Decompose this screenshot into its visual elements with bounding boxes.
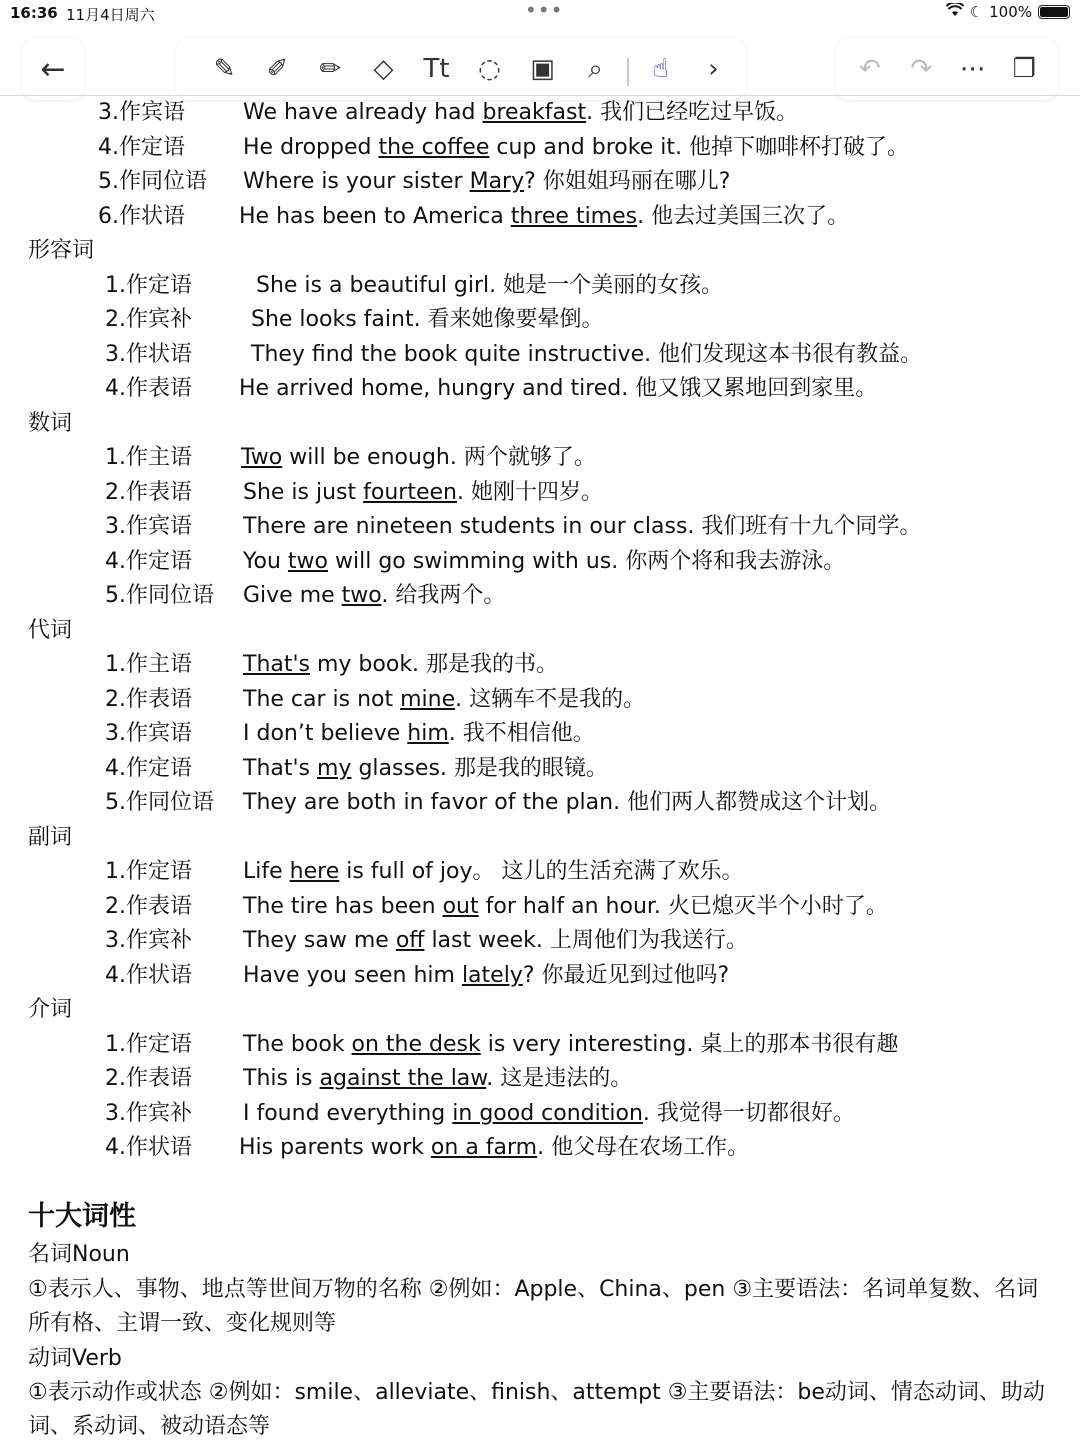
example-sentence (243, 1030, 898, 1060)
example-sentence (251, 305, 604, 335)
category-heading: 数词 (28, 411, 73, 436)
example-sentence (243, 98, 798, 128)
sentence-text: He arrived home, hungry and tired. 他又饿又累地回到家里。 (239, 376, 878, 401)
status-bar (0, 0, 1080, 28)
usage-label: 1.作定语 (105, 859, 192, 884)
verb-heading: 动词Verb (28, 1346, 122, 1371)
underlined-word: my (317, 756, 352, 781)
example-sentence (243, 167, 730, 197)
underlined-word: Mary (469, 169, 525, 194)
sentence-text: They find the book quite instructive. 他们发现这本书很有教益。 (251, 342, 923, 367)
back-button[interactable]: ← (22, 38, 84, 100)
usage-label: 2.作表语 (105, 894, 192, 919)
usage-label: 4.作定语 (105, 756, 192, 781)
sentence-text: Give me (243, 583, 342, 608)
example-sentence (239, 1133, 749, 1163)
sentence-text: will be enough. 两个就够了。 (282, 445, 596, 470)
usage-label: 2.作表语 (105, 480, 192, 505)
sentence-text: You (243, 549, 288, 574)
example-sentence (243, 478, 603, 508)
section-title: 十大词性 (28, 1201, 136, 1232)
underlined-word: two (341, 583, 382, 608)
sentence-text: ? 你姐姐玛丽在哪儿? (524, 169, 731, 194)
sentence-text: Where is your sister (243, 169, 470, 194)
sentence-text: is full of joy。 这儿的生活充满了欢乐。 (339, 859, 744, 884)
example-sentence (241, 443, 596, 473)
underlined-word: on a farm (430, 1135, 538, 1160)
usage-label: 3.作宾语 (98, 100, 185, 125)
redo-icon[interactable]: ↷ (910, 54, 933, 84)
more-icon[interactable]: ⋯ (959, 54, 986, 84)
sentence-text: is very interesting. 桌上的那本书很有趣 (480, 1032, 899, 1057)
status-time: 16:36 (10, 4, 58, 22)
pen-icon[interactable]: ✐ (266, 54, 289, 84)
sentence-text: I don’t believe (243, 721, 408, 746)
underlined-word: the coffee (378, 135, 490, 160)
wifi-icon (946, 3, 964, 21)
sentence-text: He dropped (243, 135, 379, 160)
battery-icon (1038, 5, 1070, 19)
status-date: 11月4日周六 (66, 6, 155, 24)
hand-draw-icon[interactable]: ☝ (652, 54, 669, 84)
pages-icon[interactable]: ❐ (1012, 54, 1036, 84)
example-sentence (243, 512, 921, 542)
verb-description: ①表示动作或状态 ②例如：smile、alleviate、finish、attempt ③主要语法：be动词、情态动词、助动词、系动词、被动语态等 (28, 1380, 1045, 1439)
multitask-dots-icon[interactable]: ••• (525, 0, 564, 22)
sentence-text: They saw me (243, 928, 396, 953)
usage-label: 1.作定语 (105, 1032, 192, 1057)
example-sentence (243, 1099, 855, 1129)
drawing-tools (176, 38, 746, 100)
noun-description: ①表示人、事物、地点等世间万物的名称 ②例如：Apple、China、pen ③主要语法：名词单复数、名词所有格、主谓一致、变化规则等 (28, 1277, 1039, 1336)
sentence-text: She looks faint. 看来她像要晕倒。 (251, 307, 604, 332)
usage-label: 2.作宾补 (105, 307, 192, 332)
example-sentence (243, 961, 729, 991)
sentence-text: We have already had (243, 100, 483, 125)
lasso-icon[interactable]: ◌ (478, 54, 501, 84)
example-sentence (243, 1064, 632, 1094)
sentence-text: . 我觉得一切都很好。 (642, 1101, 855, 1126)
underlined-word: Two (241, 445, 283, 470)
sentence-text: This is (243, 1066, 320, 1091)
usage-label: 3.作宾语 (105, 721, 192, 746)
sentence-text: for half an hour. 火已熄灭半个小时了。 (478, 894, 888, 919)
sentence-text: Life (243, 859, 290, 884)
sentence-text: The car is not (243, 687, 401, 712)
sentence-text: will go swimming with us. 你两个将和我去游泳。 (328, 549, 846, 574)
usage-label: 6.作状语 (98, 204, 185, 229)
sentence-text: She is just (243, 480, 364, 505)
example-sentence (243, 133, 909, 163)
example-sentence (243, 857, 744, 887)
example-sentence (243, 719, 595, 749)
usage-label: 5.作同位语 (105, 583, 214, 608)
divider: | (623, 52, 633, 86)
example-sentence (243, 650, 558, 680)
usage-label: 5.作同位语 (98, 169, 207, 194)
underlined-word: out (442, 894, 479, 919)
sentence-text: . 这是违法的。 (486, 1066, 633, 1091)
chevron-right-icon[interactable]: › (708, 54, 719, 84)
underlined-word: lately (461, 963, 523, 988)
pencil-icon[interactable]: ✎ (213, 54, 236, 84)
underlined-word: here (289, 859, 340, 884)
sentence-text: The tire has been (243, 894, 443, 919)
usage-label: 1.作主语 (105, 445, 192, 470)
eraser-icon[interactable]: ◇ (373, 54, 394, 84)
sentence-text: . 我不相信他。 (448, 721, 595, 746)
underlined-word: him (407, 721, 449, 746)
underlined-word: three times (510, 204, 638, 229)
example-sentence (239, 374, 877, 404)
example-sentence (243, 547, 845, 577)
usage-label: 3.作宾补 (105, 1101, 192, 1126)
example-sentence (243, 685, 645, 715)
document-actions (836, 38, 1058, 100)
sentence-text: I found everything (243, 1101, 453, 1126)
example-sentence (243, 926, 748, 956)
mic-icon[interactable]: ⌕ (588, 53, 603, 84)
example-sentence (243, 892, 888, 922)
sentence-text: . 他父母在农场工作。 (537, 1135, 750, 1160)
sentence-text: Have you seen him (243, 963, 462, 988)
underlined-word: against the law (319, 1066, 487, 1091)
underlined-word: breakfast (482, 100, 587, 125)
usage-label: 2.作表语 (105, 1066, 192, 1091)
underlined-word: mine (400, 687, 456, 712)
usage-label: 1.作主语 (105, 652, 192, 677)
sentence-text: ? 你最近见到过他吗? (522, 963, 730, 988)
sentence-text: The book (243, 1032, 352, 1057)
example-sentence (256, 271, 723, 301)
example-sentence (251, 340, 922, 370)
underlined-word: off (395, 928, 425, 953)
example-sentence (243, 581, 505, 611)
usage-label: 3.作宾语 (105, 514, 192, 539)
example-sentence (243, 788, 891, 818)
highlighter-icon[interactable]: ✏ (319, 54, 342, 84)
underlined-word: two (287, 549, 329, 574)
sentence-text: glasses. 那是我的眼镜。 (351, 756, 608, 781)
usage-label: 2.作表语 (105, 687, 192, 712)
usage-label: 3.作宾补 (105, 928, 192, 953)
underlined-word: on the desk (351, 1032, 481, 1057)
sentence-text: That's (243, 756, 317, 781)
status-right (946, 3, 1070, 21)
text-icon[interactable]: Tt (423, 54, 450, 84)
underlined-word: fourteen (363, 480, 457, 505)
sentence-text: She is a beautiful girl. 她是一个美丽的女孩。 (256, 273, 724, 298)
sentence-text: . 他去过美国三次了。 (637, 204, 850, 229)
usage-label: 4.作状语 (105, 1135, 192, 1160)
underlined-word: in good condition (452, 1101, 643, 1126)
toolbar-divider (0, 95, 1080, 96)
example-sentence (239, 202, 849, 232)
usage-label: 4.作表语 (105, 376, 192, 401)
sentence-text: . 她刚十四岁。 (456, 480, 603, 505)
sentence-text: He has been to America (239, 204, 511, 229)
usage-label: 4.作定语 (105, 549, 192, 574)
usage-label: 3.作状语 (105, 342, 192, 367)
sentence-text: There are nineteen students in our class. 我们班有十九个同学。 (243, 514, 922, 539)
sentence-text: my book. 那是我的书。 (310, 652, 559, 677)
underlined-word: That's (243, 652, 310, 677)
sentence-text: . 这辆车不是我的。 (455, 687, 646, 712)
category-heading: 介词 (28, 997, 73, 1022)
sentence-text: . 我们已经吃过早饭。 (586, 100, 799, 125)
battery-percent: 100% (989, 3, 1032, 21)
undo-icon[interactable]: ↶ (858, 54, 881, 84)
category-heading: 形容词 (28, 238, 95, 263)
usage-label: 5.作同位语 (105, 790, 214, 815)
moon-icon: ☾ (969, 3, 984, 21)
example-sentence (243, 754, 608, 784)
category-heading: 副词 (28, 825, 73, 850)
category-heading: 代词 (28, 618, 73, 643)
sentence-text: cup and broke it. 他掉下咖啡杯打破了。 (489, 135, 909, 160)
sentence-text: His parents work (239, 1135, 431, 1160)
usage-label: 1.作定语 (105, 273, 192, 298)
usage-label: 4.作状语 (105, 963, 192, 988)
sentence-text: . 给我两个。 (381, 583, 506, 608)
image-icon[interactable]: ▣ (530, 54, 555, 84)
usage-label: 4.作定语 (98, 135, 185, 160)
noun-heading: 名词Noun (28, 1242, 130, 1267)
sentence-text: They are both in favor of the plan. 他们两人都赞成这个计划。 (243, 790, 892, 815)
sentence-text: last week. 上周他们为我送行。 (424, 928, 748, 953)
